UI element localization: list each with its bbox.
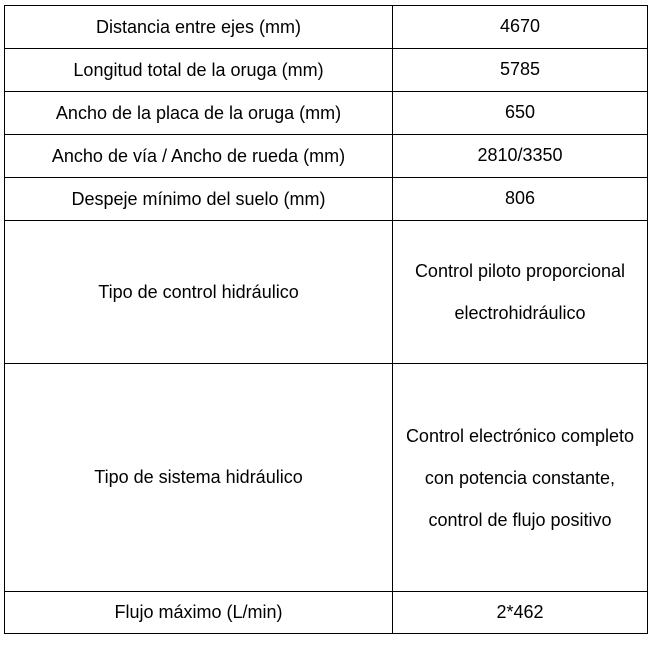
row-label: Distancia entre ejes (mm)	[5, 6, 393, 49]
row-value: 650	[393, 92, 648, 135]
row-label: Tipo de control hidráulico	[5, 221, 393, 364]
row-value: 2*462	[393, 592, 648, 634]
table-row	[5, 221, 648, 364]
row-value: 2810/3350	[393, 135, 648, 178]
table-row	[5, 6, 648, 49]
row-value: 4670	[393, 6, 648, 49]
row-label: Ancho de vía / Ancho de rueda (mm)	[5, 135, 393, 178]
table-row	[5, 592, 648, 634]
table-row	[5, 364, 648, 592]
row-value: Control electrónico completo con potencia constante, control de flujo positivo	[393, 364, 648, 592]
row-label: Tipo de sistema hidráulico	[5, 364, 393, 592]
row-value: 5785	[393, 49, 648, 92]
table-row	[5, 49, 648, 92]
row-value: Control piloto proporcional electrohidráulico	[393, 221, 648, 364]
table-row	[5, 135, 648, 178]
row-label: Despeje mínimo del suelo (mm)	[5, 178, 393, 221]
row-label: Flujo máximo (L/min)	[5, 592, 393, 634]
table-row	[5, 92, 648, 135]
table-row	[5, 178, 648, 221]
row-label: Ancho de la placa de la oruga (mm)	[5, 92, 393, 135]
row-label: Longitud total de la oruga (mm)	[5, 49, 393, 92]
row-value: 806	[393, 178, 648, 221]
spec-table	[4, 5, 648, 634]
